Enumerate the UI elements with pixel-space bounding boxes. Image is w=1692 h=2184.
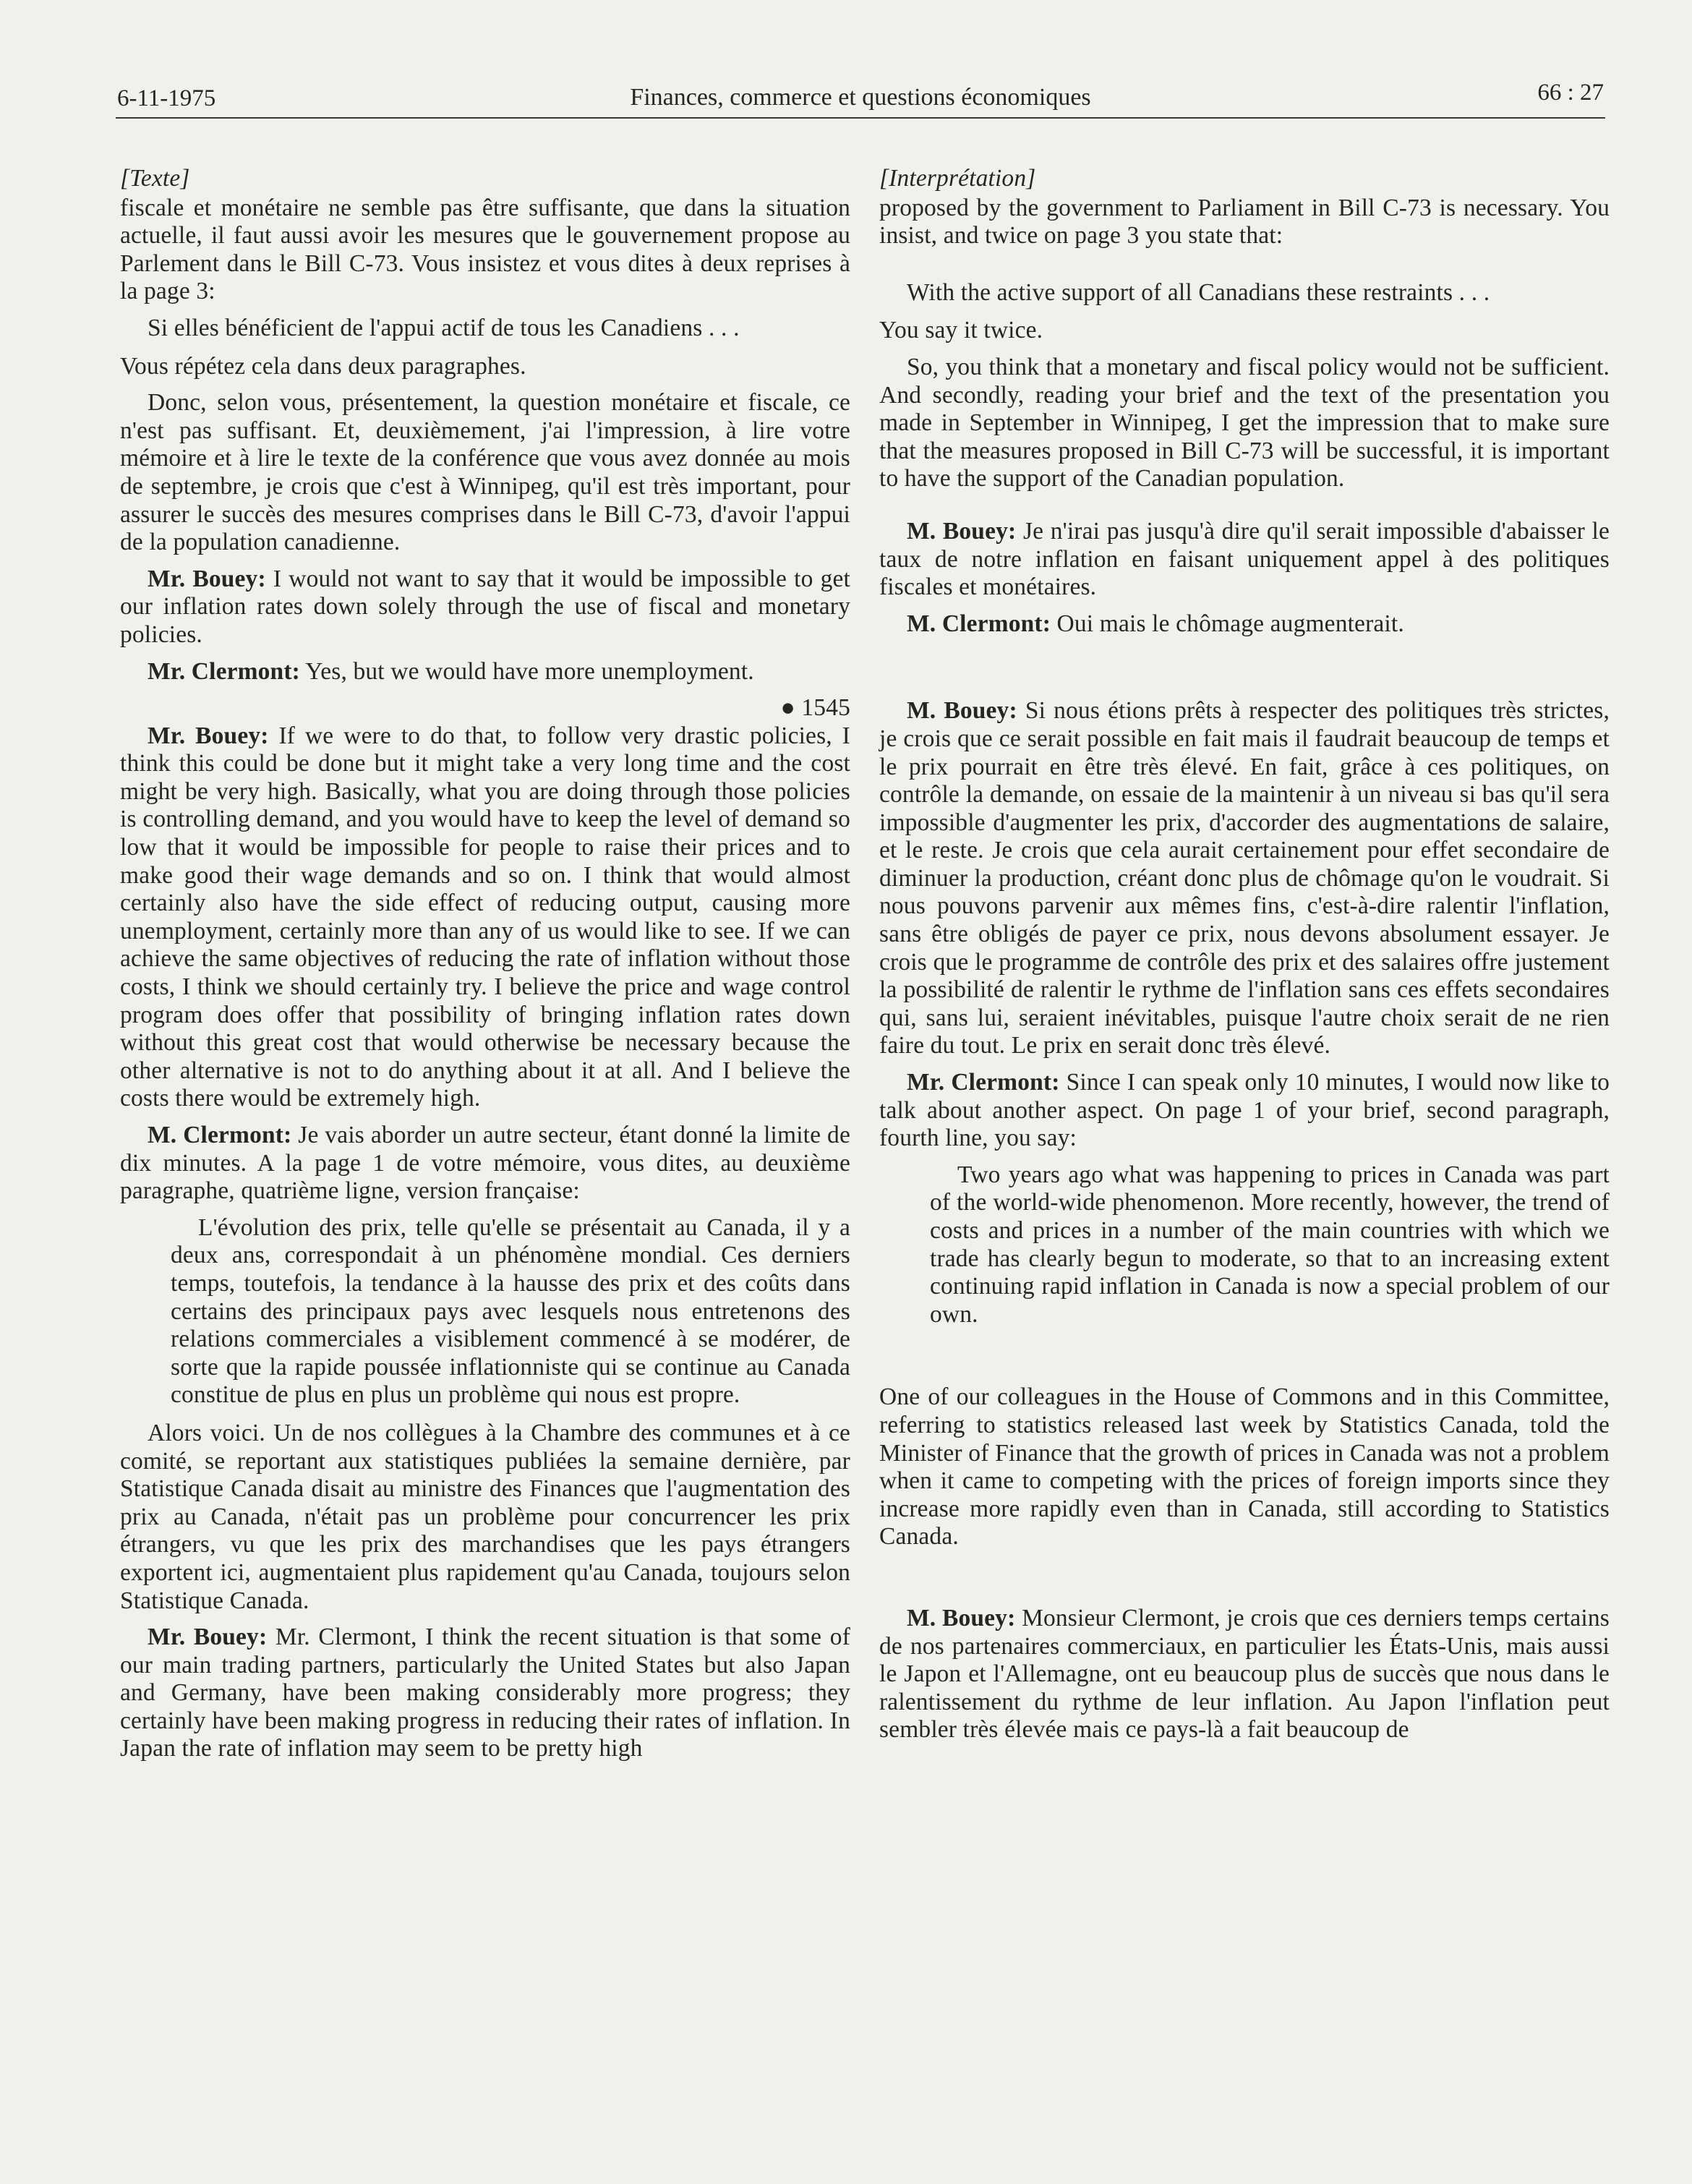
header-title: Finances, commerce et questions économiques	[630, 84, 1091, 111]
speech	[879, 1605, 1610, 1744]
section-label: [Texte]	[120, 165, 190, 192]
speaker-name: Mr. Bouey:	[148, 1624, 268, 1651]
section-label: [Interprétation]	[879, 165, 1036, 192]
speech-text: Mr. Clermont, I think the recent situation is that some of our main trading partners, particularly the United States but also Japan and Germany, have been making considerably more progress; they certainly have been making progress in reducing their rates of inflation. In Japan the rate of inflation may seem to be pretty high	[120, 1624, 850, 1762]
block-quote: Two years ago what was happening to prices in Canada was part of the world-wide phenomenon. More recently, however, the trend of costs and prices in a number of the main countries with which we trade has clearly begun to moderate, so that to an increasing extent continuing rapid inflation in Canada is now a special problem of our own.	[930, 1161, 1610, 1328]
speech-text: Yes, but we would have more unemployment.	[305, 657, 754, 685]
speech	[120, 1624, 850, 1763]
speech-text: Je n'irai pas jusqu'à dire qu'il serait impossible d'abaisser le taux de notre inflation en faisant uniquement appel à des politiques fiscales et monétaires.	[879, 517, 1610, 601]
speech	[120, 566, 850, 649]
spacer	[879, 1560, 1610, 1605]
speech-text: Si nous étions prêts à respecter des politiques très strictes, je crois que ce serait possible en fait mais il faudrait beaucoup de temps et le prix pourrait en être très élevé. En fait, grâce à ces politiques, on contrôle la demande, on essaie de la maintenir à un niveau si bas qu'il sera impossible d'augmenter les prix, d'accorder des augmentations de salaire, et le reste. Je crois que cela aurait certainement pour effet secondaire de diminuer la production, créant donc plus de chômage qu'on le voudrait. Si nous pouvons parvenir aux mêmes fins, c'est-à-dire ralentir l'inflation, sans être obligés de payer ce prix, nous devons absolument essayer. Je crois que le programme de contrôle des prix et des salaires offre justement la possibilité de ralentir le rythme de l'inflation sans ces effets secondaires qui, sans lui, seraient inévitables, puisque l'autre choix serait de ne rien faire du tout. Le prix en serait donc très élevé.	[879, 697, 1610, 1059]
speech-text: If we were to do that, to follow very drastic policies, I think this could be done but it might take a very long time and the cost might be very high. Basically, what you are doing through those policies is controlling demand, and you would have to keep the level of demand so low that it would be impossible for people to raise their prices and to make good their wage demands and so on. I think that would almost certainly also have the side effect of reducing output, causing more unemployment, certainly more than any of us would like to see. If we can achieve the same objectives of reducing the rate of inflation without those costs, I think we should certainly try. I believe the price and wage control program does offer that possibility of bringing inflation rates down without this great cost that would otherwise be necessary because the other alternative is not to do anything about it at all. And I believe the costs there would be extremely high.	[120, 722, 850, 1112]
speaker-name: M. Bouey:	[907, 1604, 1016, 1631]
paragraph: So, you think that a monetary and fiscal policy would not be sufficient. And secondly, reading your brief and the text of the presentation you made in September in Winnipeg, I get the impression that to make sure that the measures proposed in Bill C-73 will be successful, it is important to have the support of the Canadian population.	[879, 353, 1610, 492]
left-column	[120, 165, 850, 1772]
speaker-name: Mr. Clermont:	[148, 657, 300, 685]
time-marker: ● 1545	[780, 694, 850, 722]
paragraph: One of our colleagues in the House of Commons and in this Committee, referring to statistics released last week by Statistics Canada, told the Minister of Finance that the growth of prices in Canada was not a problem when it came to competing with the prices of foreign imports since they increase more rapidly even than in Canada, still according to Statistics Canada.	[879, 1383, 1610, 1550]
paragraph: Donc, selon vous, présentement, la question monétaire et fiscale, ce n'est pas suffisant. Et, deuxièmement, j'ai l'impression, à lire votre mémoire et à lire le texte de la conférence que vous avez donnée au mois de septembre, je crois que c'est à Winnipeg, qu'il est très important, pour assurer le succès des mesures comprises dans le Bill C-73, d'avoir l'appui de la population canadienne.	[120, 389, 850, 556]
speaker-name: M. Bouey:	[907, 697, 1017, 725]
header-page-number: 66 : 27	[1537, 80, 1604, 106]
spacer	[879, 259, 1610, 275]
speech-text: Since I can speak only 10 minutes, I would now like to talk about another aspect. On page 1 of your brief, second paragraph, fourth line, you say:	[879, 1069, 1610, 1152]
right-column	[879, 165, 1610, 1753]
speech	[120, 1122, 850, 1206]
block-quote: L'évolution des prix, telle qu'elle se présentait au Canada, il y a deux ans, correspondait à un phénomène mondial. Ces derniers temps, toutefois, la tendance à la hausse des prix et des coûts dans certains des principaux pays avec lesquels nous entretenons des relations commerciales a visiblement commencé à se modérer, de sorte que la rapide poussée inflationniste qui se continue au Canada constitue de plus en plus un problème qui nous est propre.	[171, 1213, 850, 1409]
speech-text: Monsieur Clermont, je crois que ces derniers temps certains de nos partenaires commerciaux, en particulier les États-Unis, mais aussi le Japon et l'Allemagne, ont eu beaucoup plus de succès que nous dans le ralentissement du rythme de leur inflation. Au Japon l'inflation peut sembler très élevée mais ce pays-là a fait beaucoup de	[879, 1604, 1610, 1744]
speech	[120, 658, 850, 686]
paragraph: fiscale et monétaire ne semble pas être suffisante, que dans la situation actuelle, il faut aussi avoir les mesures que le gouvernement propose au Parlement dans le Bill C-73. Vous insistez et vous dites à deux reprises à la page 3:	[120, 194, 850, 305]
page-header	[116, 78, 1605, 119]
paragraph: Vous répétez cela dans deux paragraphes.	[120, 352, 526, 380]
speech	[879, 518, 1610, 602]
speaker-name: Mr. Bouey:	[148, 722, 269, 749]
speech	[879, 1069, 1610, 1153]
header-date: 6-11-1975	[117, 85, 216, 111]
speech-text: I would not want to say that it would be impossible to get our inflation rates down solely through the use of fiscal and monetary policies.	[120, 565, 850, 648]
speech	[120, 722, 850, 1113]
spacer	[879, 502, 1610, 518]
block-quote: Si elles bénéficient de l'appui actif de tous les Canadiens . . .	[148, 314, 740, 341]
paragraph: You say it twice.	[879, 317, 1043, 344]
paragraph: proposed by the government to Parliament in Bill C-73 is necessary. You insist, and twice on page 3 you state that:	[879, 194, 1610, 249]
speech-text: Je vais aborder un autre secteur, étant donné la limite de dix minutes. A la page 1 de votre mémoire, vous dites, au deuxième paragraphe, quatrième ligne, version française:	[120, 1122, 850, 1205]
speaker-name: M. Clermont:	[907, 610, 1051, 637]
speech	[879, 697, 1610, 1060]
paragraph: Alors voici. Un de nos collègues à la Chambre des communes et à ce comité, se reportant aux statistiques publiées la semaine dernière, par Statistique Canada disait au ministre des Finances que l'augmentation des prix au Canada, n'était pas un problème pour concurrencer les prix étrangers, vu que les prix des marchandises que les pays étrangers exportent ici, augmentaient plus rapidement qu'au Canada, toujours selon Statistique Canada.	[120, 1419, 850, 1614]
block-quote: With the active support of all Canadians these restraints . . .	[907, 278, 1490, 306]
speaker-name: Mr. Clermont:	[907, 1069, 1060, 1096]
speech	[879, 610, 1610, 639]
speaker-name: M. Bouey:	[907, 517, 1017, 545]
speaker-name: Mr. Bouey:	[148, 565, 266, 592]
spacer	[879, 1339, 1610, 1383]
spacer	[879, 647, 1610, 697]
speech-text: Oui mais le chômage augmenterait.	[1056, 610, 1404, 637]
speaker-name: M. Clermont:	[148, 1122, 292, 1148]
